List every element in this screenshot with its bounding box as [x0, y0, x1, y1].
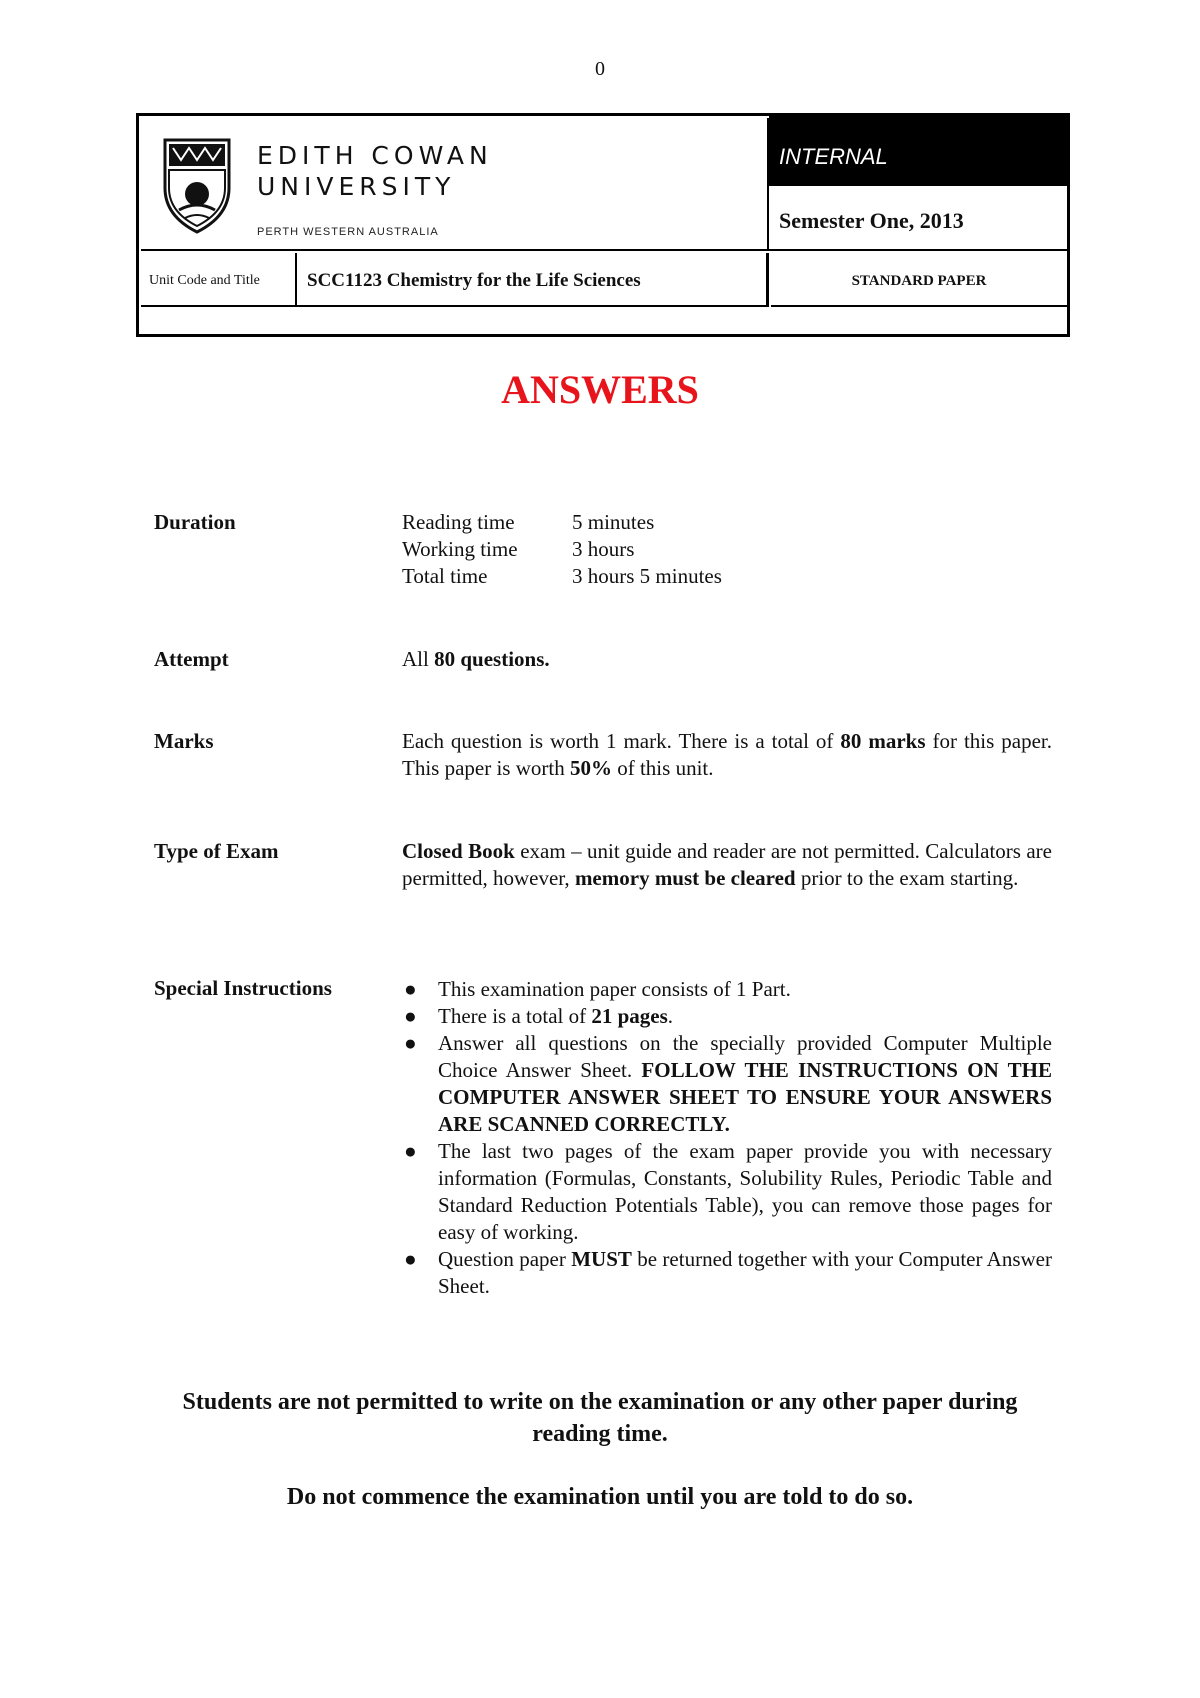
special-instructions-label: Special Instructions — [154, 976, 332, 1000]
bullet-icon: ● — [404, 977, 417, 1001]
list-item: ● Answer all questions on the specially provided Computer Multiple Choice Answer Sheet. FOLLOW THE INSTRUCTIONS ON THE COMPUTER ANSWER SHEET TO ENSURE YOUR ANSWERS ARE SCANNED CORRECTLY. — [404, 1031, 1052, 1136]
attempt-text: All 80 questions. — [402, 647, 550, 671]
reading-time-notice: Students are not permitted to write on the examination or any other paper during reading time. — [182, 1389, 1018, 1447]
bullet-icon: ● — [404, 1247, 417, 1271]
page-number: 0 — [595, 58, 605, 80]
university-logo-block — [141, 118, 769, 251]
duration-row: Working time 3 hours — [402, 537, 635, 561]
unit-title: SCC1123 Chemistry for the Life Sciences — [297, 253, 769, 307]
bullet-icon: ● — [404, 1004, 417, 1028]
exam-type-label: Type of Exam — [154, 839, 279, 863]
marks-label: Marks — [154, 729, 214, 753]
duration-label: Duration — [154, 510, 236, 534]
exam-mode-label: INTERNAL — [769, 116, 1067, 184]
semester-label: Semester One, 2013 — [769, 184, 1067, 251]
attempt-label: Attempt — [154, 647, 229, 671]
commence-notice: Do not commence the examination until you are told to do so. — [286, 1484, 914, 1510]
exam-header-box — [136, 113, 1070, 337]
marks-text: Each question is worth 1 mark. There is a total of 80 marks for this paper. This paper is worth 50% of this unit. — [402, 729, 1053, 780]
paper-type-label: STANDARD PAPER — [771, 253, 1067, 307]
unit-code-label: Unit Code and Title — [141, 253, 297, 307]
empty-row — [141, 307, 1067, 334]
university-crest-icon — [159, 136, 235, 236]
list-item: ● There is a total of 21 pages. — [404, 1004, 674, 1028]
duration-table — [402, 509, 722, 590]
duration-row: Reading time 5 minutes — [402, 510, 655, 534]
university-location: PERTH WESTERN AUSTRALIA — [257, 226, 439, 238]
list-item: ● This examination paper consists of 1 Part. — [404, 977, 791, 1001]
bullet-icon: ● — [404, 1031, 417, 1055]
exam-type-text: Closed Book exam – unit guide and reader are not permitted. Calculators are permitted, however, memory must be cleared prior to the exam starting. — [402, 839, 1053, 890]
special-instructions-list — [402, 976, 1052, 1300]
duration-row: Total time 3 hours 5 minutes — [402, 564, 722, 588]
answers-title: ANSWERS — [501, 367, 699, 412]
bullet-icon: ● — [404, 1139, 417, 1163]
university-name: EDITH COWAN UNIVERSITY — [257, 141, 493, 201]
list-item: ● Question paper MUST be returned together with your Computer Answer Sheet. — [404, 1247, 1052, 1298]
list-item: ● The last two pages of the exam paper provide you with necessary information (Formulas, Constants, Solubility Rules, Periodic Table and Standard Reduction Potentials Table), you can remove those pages for easy of working. — [404, 1139, 1052, 1244]
